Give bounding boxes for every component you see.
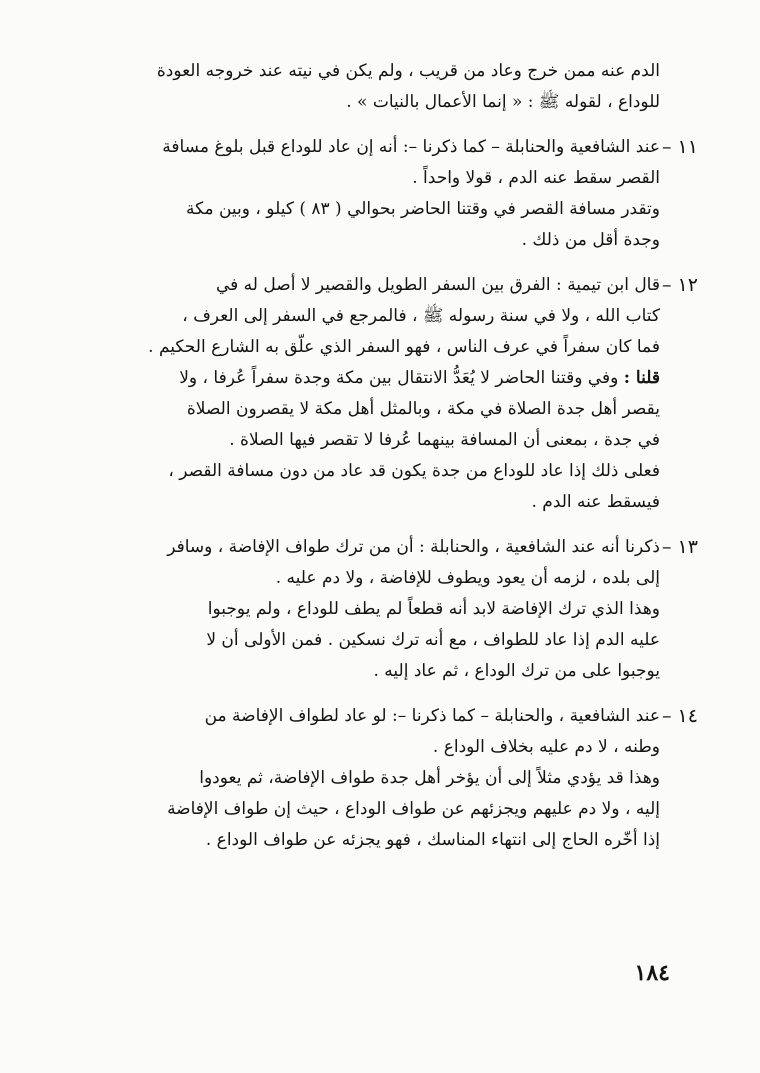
text-line: إلى بلده ، لزمه أن يعود ويطوف للإفاضة ، ولا دم عليه . [275,568,660,588]
text-line: وهذا الذي ترك الإفاضة لابد أنه قطعاً لم يطف للوداع ، ولم يوجبوا [207,599,660,619]
item-number: ١٢ – [662,274,698,296]
item-number: ١٣ – [662,536,698,558]
text-line: الدم عنه ممن خرج وعاد من قريب ، ولم يكن في نيته عند خروجه العودة [156,61,660,81]
text-line: وطنه ، لا دم عليه بخلاف الوداع . [432,737,660,757]
text-line: يوجبوا على من ترك الوداع ، ثم عاد إليه . [373,661,660,681]
text-line: إذا أخّره الحاج إلى انتهاء المناسك ، فهو يجزئه عن طواف الوداع . [205,830,660,850]
text-line: للوداع ، لقوله ﷺ : « إنما الأعمال بالنيات » . [346,92,660,112]
item-12 [60,270,698,518]
item-13 [60,532,698,687]
text-line: في جدة ، بمعنى أن المسافة بينهما عُرفا لا تقصر فيها الصلاة . [229,430,660,450]
text-line: عند الشافعية والحنابلة – كما ذكرنا –: أنه إن عاد للوداع قبل بلوغ مسافة [162,137,660,157]
text-line: وهذا قد يؤدي مثلاً إلى أن يؤخر أهل جدة طواف الإفاضة، ثم يعودوا [199,768,660,788]
text-line: القصر سقط عنه الدم ، قولا واحداً . [412,168,660,188]
page-body [60,56,698,856]
text-line: وجدة أقل من ذلك . [521,230,660,250]
text-line: ذكرنا أنه عند الشافعية ، والحنابلة : أن من ترك طواف الإفاضة ، وسافر [167,537,660,557]
text-line: فيسقط عنه الدم . [531,492,660,512]
text-line: يقصر أهل جدة الصلاة في مكة ، وبالمثل أهل مكة لا يقصرون الصلاة [186,399,660,419]
text-line: إليه ، ولا دم عليهم ويجزئهم عن طواف الوداع ، حيث إن طواف الإفاضة [167,799,660,819]
item-14 [60,701,698,856]
item-number: ١٤ – [662,705,698,727]
note-label: قلنا : [623,368,660,388]
text-line: كتاب الله ، ولا في سنة رسوله ﷺ ، فالمرجع في السفر إلى العرف ، [182,306,660,326]
item-11 [60,132,698,256]
note-line [60,363,660,394]
text-line: قال ابن تيمية : الفرق بين السفر الطويل والقصير لا أصل له في [215,275,660,295]
page-number: ١٨٤ [634,960,670,986]
text-line: عند الشافعية ، والحنابلة – كما ذكرنا –: لو عاد لطواف الإفاضة من [204,706,660,726]
text-line: فعلى ذلك إذا عاد للوداع من جدة يكون قد عاد من دون مسافة القصر ، [168,461,660,481]
text-line: فما كان سفراً في عرف الناس ، فهو السفر الذي علّق به الشارع الحكيم . [148,337,660,357]
note-text: وفي وقتنا الحاضر لا يُعَدُّ الانتقال بين مكة وجدة سفراً عُرفا ، ولا [179,368,624,388]
text-line: عليه الدم إذا عاد للطواف ، مع أنه ترك نسكين . فمن الأولى أن لا [206,630,660,650]
text-line: وتقدر مسافة القصر في وقتنا الحاضر بحوالي ( ٨٣ ) كيلو ، وبين مكة [185,199,660,219]
intro-paragraph [60,56,660,118]
item-number: ١١ – [662,136,698,158]
